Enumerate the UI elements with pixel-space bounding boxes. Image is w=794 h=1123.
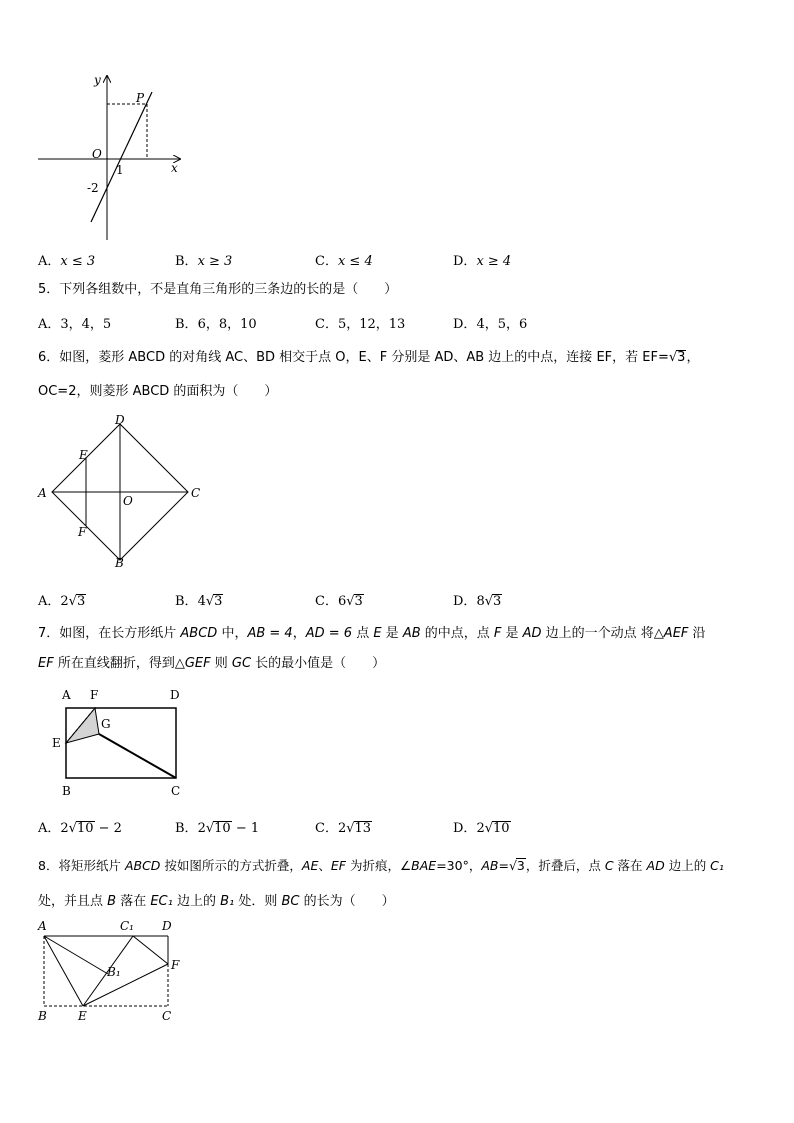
option-letter: A． [38,594,61,609]
q5-option-b [175,313,257,332]
label-B1: B₁ [107,965,121,979]
q7-var: GC [231,656,252,671]
crease-ae [44,936,83,1006]
q6-text-post: ， [686,350,700,365]
option-letter: C． [315,317,338,332]
q8-var: AB= [481,858,509,873]
label-G: G [101,717,111,731]
option-coef: 8 [476,594,485,609]
q8-var: EC₁ [150,894,173,909]
option-letter: C． [315,594,338,609]
option-expr: x ≥ 3 [197,254,233,269]
q8-var: EF [330,858,346,873]
rhombus-figure [34,412,209,572]
q8-var: ∠BAE [399,858,437,873]
q8-text: 边上的 [664,858,711,873]
q5-option-a [38,313,111,332]
sqrt-symbol: √ [508,858,517,873]
label-B: B [62,784,71,798]
radicand: 3 [214,594,223,609]
q7-text: 是 [381,626,403,641]
q8-text: 落在 [613,858,647,873]
q5-option-d [453,313,527,332]
option-letter: A． [38,317,61,332]
q6-stem-line1 [38,350,699,366]
label-A: A [62,688,71,702]
label-P: P [136,91,145,105]
sqrt-symbol: √ [484,594,494,609]
radicand: 10 [493,821,510,836]
radicand: 3 [516,858,525,873]
option-coef: 2 [60,594,69,609]
q7-text: 点 [352,626,374,641]
segment-gc [99,734,176,778]
q4-option-c [315,250,373,269]
q7-text: 是 [501,626,523,641]
q7-text: 中， [217,626,248,641]
label-O: O [123,494,133,508]
label-F: F [90,688,99,702]
q4-option-b [175,250,232,269]
option-coef: 2 [476,821,485,836]
option-coef: 6 [337,594,347,609]
q6-option-b [175,590,223,609]
q7-option-b [175,817,259,836]
label-D: D [170,688,180,702]
label-D: D [162,919,172,933]
segment-ab1 [44,936,108,974]
sqrt-symbol: √ [346,821,355,836]
label-C: C [162,1009,172,1023]
q8-stem-line2 [38,894,395,910]
option-tail: − 2 [98,821,122,836]
label-C: C [191,486,201,500]
option-text: 3，4，5 [60,317,112,332]
q8-text: 按如图所示的方式折叠， [160,858,302,873]
radicand: 10 [214,821,231,836]
q6-option-d [453,590,502,609]
q8-text: 8．将矩形纸片 [38,858,125,873]
option-letter: C． [315,254,338,269]
q8-text: ，折叠后，点 [525,858,605,873]
q7-text: 的中点，点 [420,626,494,641]
option-text: 6，8，10 [197,317,257,332]
option-coef: 2 [60,821,69,836]
q8-text: =30°， [436,858,482,873]
q7-var: F [493,626,502,641]
q7-text: 则 [210,656,232,671]
q5-stem: 5．下列各组数中，不是直角三角形的三条边的长的是（ ） [38,282,398,297]
option-text: 5，12，13 [337,317,406,332]
q7-var: AB [402,626,421,641]
option-coef: 4 [197,594,206,609]
q5-option-c [315,313,405,332]
option-letter: B． [175,821,198,836]
option-letter: C． [315,821,338,836]
sqrt-symbol: √ [346,594,355,609]
q7-var: △GEF [174,656,211,671]
rectangle-double-fold-figure [34,914,194,1026]
option-letter: D． [453,317,477,332]
crease-ef [83,964,168,1006]
option-letter: B． [175,317,198,332]
q7-var: AB = 4 [247,626,293,641]
q7-stem-line2 [38,656,385,672]
label-A: A [38,486,47,500]
q7-var: AD = 6 [305,626,353,641]
q8-var: C₁ [710,858,724,873]
q4-option-d [453,250,511,269]
radicand: 13 [354,821,372,836]
radicand: 10 [76,821,94,836]
label-E: E [79,448,88,462]
label-F: F [78,525,87,539]
sqrt-symbol: √ [68,594,77,609]
q7-option-a [38,817,122,836]
q7-text: 边上的一个动点 将 [541,626,654,641]
option-letter: D． [453,821,477,836]
sqrt-symbol: √ [668,350,678,365]
option-letter: A． [38,821,61,836]
rectangle-fold-figure [40,684,200,802]
q7-option-c [315,817,372,836]
label-F: F [171,958,180,972]
q8-var: B₁ [220,894,235,909]
q8-text: 处．则 [234,894,282,909]
q7-var: AD [522,626,542,641]
sqrt-symbol: √ [484,821,494,836]
q8-var: AD [646,858,665,873]
q8-text: 的长为（ ） [299,894,395,909]
radicand: 3 [493,594,502,609]
option-coef: 2 [337,821,347,836]
q7-stem-line1 [38,626,706,642]
label-B: B [38,1009,47,1023]
radicand: 3 [354,594,363,609]
q7-text: ， [292,626,306,641]
label-E: E [78,1009,87,1023]
option-letter: A． [38,254,61,269]
q7-text: 沿 [688,626,706,641]
option-tail: − 1 [235,821,260,836]
label-x: x [171,161,178,175]
label-O: O [92,147,102,161]
option-letter: D． [453,254,477,269]
q8-var: ABCD [124,858,161,873]
q8-text: 、 [318,858,331,873]
q8-text: 为折痕， [345,858,400,873]
radicand: 3 [76,594,86,609]
sqrt-symbol: √ [68,821,77,836]
option-expr: x ≤ 4 [337,254,373,269]
q8-text: 落在 [116,894,151,909]
option-letter: B． [175,594,198,609]
q7-var: E [373,626,382,641]
sqrt-symbol: √ [205,821,215,836]
linear-graph-figure [34,70,194,245]
q8-var: C [604,858,614,873]
q8-var: BC [281,894,300,909]
q7-var: EF [38,656,54,671]
q7-text: 所在直线翻折，得到 [53,656,175,671]
option-letter: D． [453,594,477,609]
q4-option-a [38,250,95,269]
option-text: 4，5，6 [476,317,528,332]
q6-text: 6．如图，菱形 ABCD 的对角线 AC、BD 相交于点 O，E、F 分别是 AD、AB 边上的中点，连接 EF，若 EF= [38,350,669,365]
q8-var: AE [301,858,319,873]
q8-text: 处，并且点 [38,894,108,909]
q7-text: 长的最小值是（ ） [251,656,386,671]
label-one: 1 [116,163,124,177]
label-C1: C₁ [120,919,134,933]
option-expr: x ≥ 4 [476,254,512,269]
q7-var: ABCD [180,626,218,641]
q7-var: △AEF [653,626,689,641]
q6-option-a [38,590,86,609]
radicand: 3 [677,350,686,365]
segment-c1f [133,936,168,964]
label-E: E [52,736,61,750]
q7-text: 7．如图，在长方形纸片 [38,626,181,641]
q6-option-c [315,590,364,609]
label-C: C [171,784,181,798]
q8-stem-line1 [38,858,724,874]
option-expr: x ≤ 3 [60,254,96,269]
sqrt-symbol: √ [205,594,215,609]
option-letter: B． [175,254,198,269]
q6-stem-line2: OC=2，则菱形 ABCD 的面积为（ ） [38,384,278,399]
label-neg2: -2 [87,181,99,195]
label-y: y [94,73,101,87]
q7-option-d [453,817,511,836]
label-A: A [38,919,47,933]
option-coef: 2 [197,821,206,836]
q8-var: B [107,894,117,909]
q8-text: 边上的 [172,894,221,909]
label-B: B [115,556,124,570]
label-D: D [115,413,125,427]
